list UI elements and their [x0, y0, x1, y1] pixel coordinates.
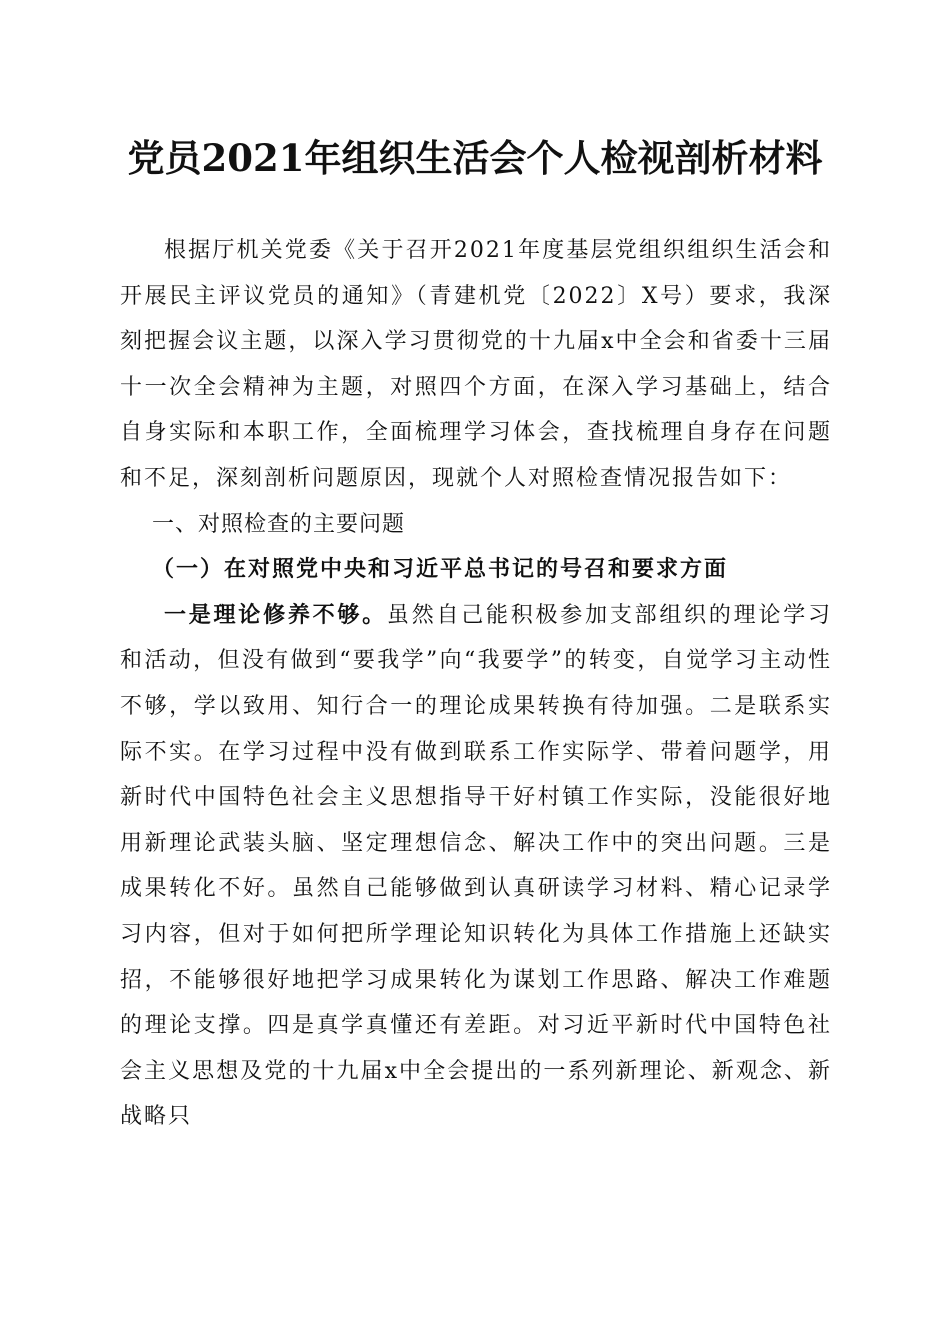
paragraph-text: 虽然自己能积极参加支部组织的理论学习和活动，但没有做到“要我学”向“我要学”的转变，自觉学习主动性不够，学以致用、知行合一的理论成果转换有待加强。二是联系实际不实。在学习过程中没有做到联系工作实际学、带着问题学，用新时代中国特色社会主义思想指导干好村镇工作实际，没能很好地用新理论武装头脑、坚定理想信念、解决工作中的突出问题。三是成果转化不好。虽然自己能够做到认真研读学习材料、精心记录学习内容，但对于如何把所学理论知识转化为具体工作措施上还缺实招，不能够很好地把学习成果转化为谋划工作思路、解决工作难题的理论支撑。四是真学真懂还有差距。对习近平新时代中国特色社会主义思想及党的十九届x中全会提出的一系列新理论、新观念、新战略只 — [120, 602, 832, 1130]
paragraph-lead: 一是理论修养不够。 — [164, 601, 387, 628]
section-heading-1: 一、对照检查的主要问题 — [152, 511, 406, 537]
subsection-heading-1: （一）在对照党中央和习近平总书记的号召和要求方面 — [152, 556, 729, 583]
document-title: 党员2021年组织生活会个人检视剖析材料 — [127, 136, 823, 180]
intro-paragraph: 根据厅机关党委《关于召开2021年度基层党组织组织生活会和开展民主评议党员的通知》（青建机党〔2022〕X号）要求，我深刻把握会议主题，以深入学习贯彻党的十九届x中全会和省委十三届十一次全会精神为主题，对照四个方面，在深入学习基础上，结合自身实际和本职工作，全面梳理学习体会，查找梳理自身存在问题和不足，深刻剖析问题原因，现就个人对照检查情况报告如下： — [120, 238, 832, 491]
body-paragraph — [120, 593, 832, 1140]
document-body — [120, 228, 832, 1140]
